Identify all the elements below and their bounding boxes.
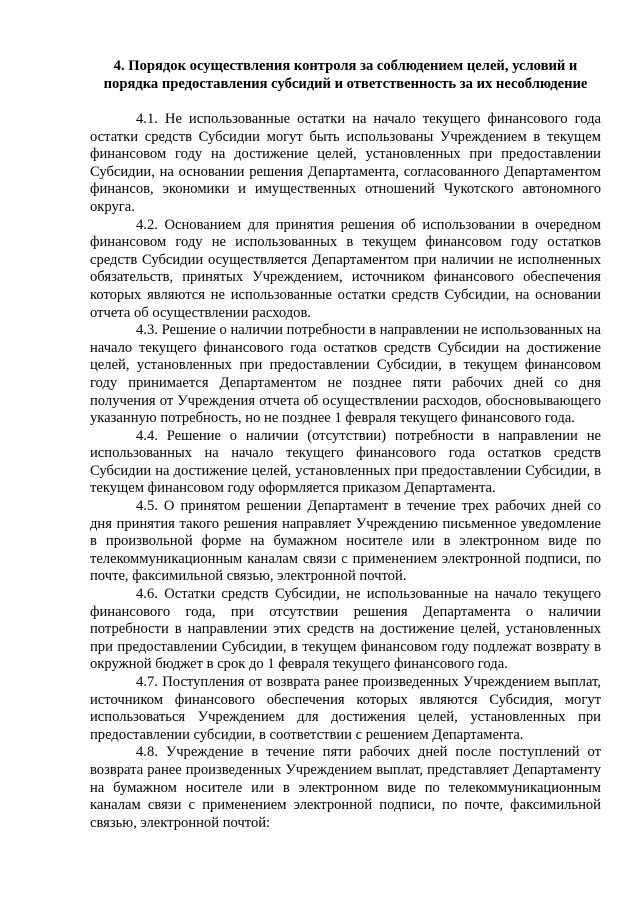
paragraph-4-8: 4.8. Учреждение в течение пяти рабочих дней после поступлений от возврата ранее произведенных Учреждением выплат, представляет Департаменту на бумажном носителе или в электронном виде по телекоммуникационным каналам связи с применением электронной подписи, по почте, факсимильной связью, электронной почтой: [90, 744, 601, 831]
paragraph-4-7: 4.7. Поступления от возврата ранее произведенных Учреждением выплат, источником финансового обеспечения которых являются Субсидия, могут использоваться Учреждением для достижения целей, установленных при предоставлении субсидии, в соответствии с решением Департамента. [90, 674, 601, 743]
section-heading: 4. Порядок осуществления контроля за соблюдением целей, условий и порядка предоставления субсидий и ответственность за их несоблюдение [103, 58, 588, 92]
paragraph-4-2: 4.2. Основанием для принятия решения об использовании в очередном финансовом году не использованных в текущем финансовом году остатков средств Субсидии осуществляется Департаментом при наличии не исполненных обязательств, принятых Учреждением, источником финансового обеспечения которых являются не использованные остатки средств Субсидии, на основании отчета об осуществлении расходов. [90, 216, 601, 321]
paragraph-4-1: 4.1. Не использованные остатки на начало текущего финансового года остатки средств Субсидии могут быть использованы Учреждением в текущем финансовом году на достижение целей, установленных при предоставлении Субсидии, на основании решения Департамента, согласованного Департаментом финансов, экономики и имущественных отношений Чукотского автономного округа. [90, 111, 601, 215]
paragraph-4-5: 4.5. О принятом решении Департамент в течение трех рабочих дней со дня принятия такого решения направляет Учреждению письменное уведомление в произвольной форме на бумажном носителе или в электронном виде по телекоммуникационным каналам связи с применением электронной подписи, по почте, факсимильной связью, электронной почтой. [90, 498, 601, 585]
paragraph-4-4: 4.4. Решение о наличии (отсутствии) потребности в направлении не использованных на начало текущего финансового года остатков средств Субсидии на достижение целей, установленных при предоставлении Субсидии, в текущем финансовом году оформляется приказом Департамента. [90, 427, 601, 497]
paragraph-4-6: 4.6. Остатки средств Субсидии, не использованные на начало текущего финансового года, при отсутствии решения Департамента о наличии потребности в направлении этих средств на достижение целей, установленных при предоставлении Субсидии, в текущем финансовом году подлежат возврату в окружной бюджет в срок до 1 февраля текущего финансового года. [90, 586, 601, 673]
document-page [90, 58, 601, 832]
paragraph-4-3: 4.3. Решение о наличии потребности в направлении не использованных на начало текущего финансового года остатков средств Субсидии на достижение целей, установленных при предоставлении Субсидии, в текущем финансовом году принимается Департаментом не позднее пяти рабочих дней со дня получения от Учреждения отчета об осуществлении расходов, обосновывающего указанную потребность, но не позднее 1 февраля текущего финансового года. [90, 322, 601, 427]
